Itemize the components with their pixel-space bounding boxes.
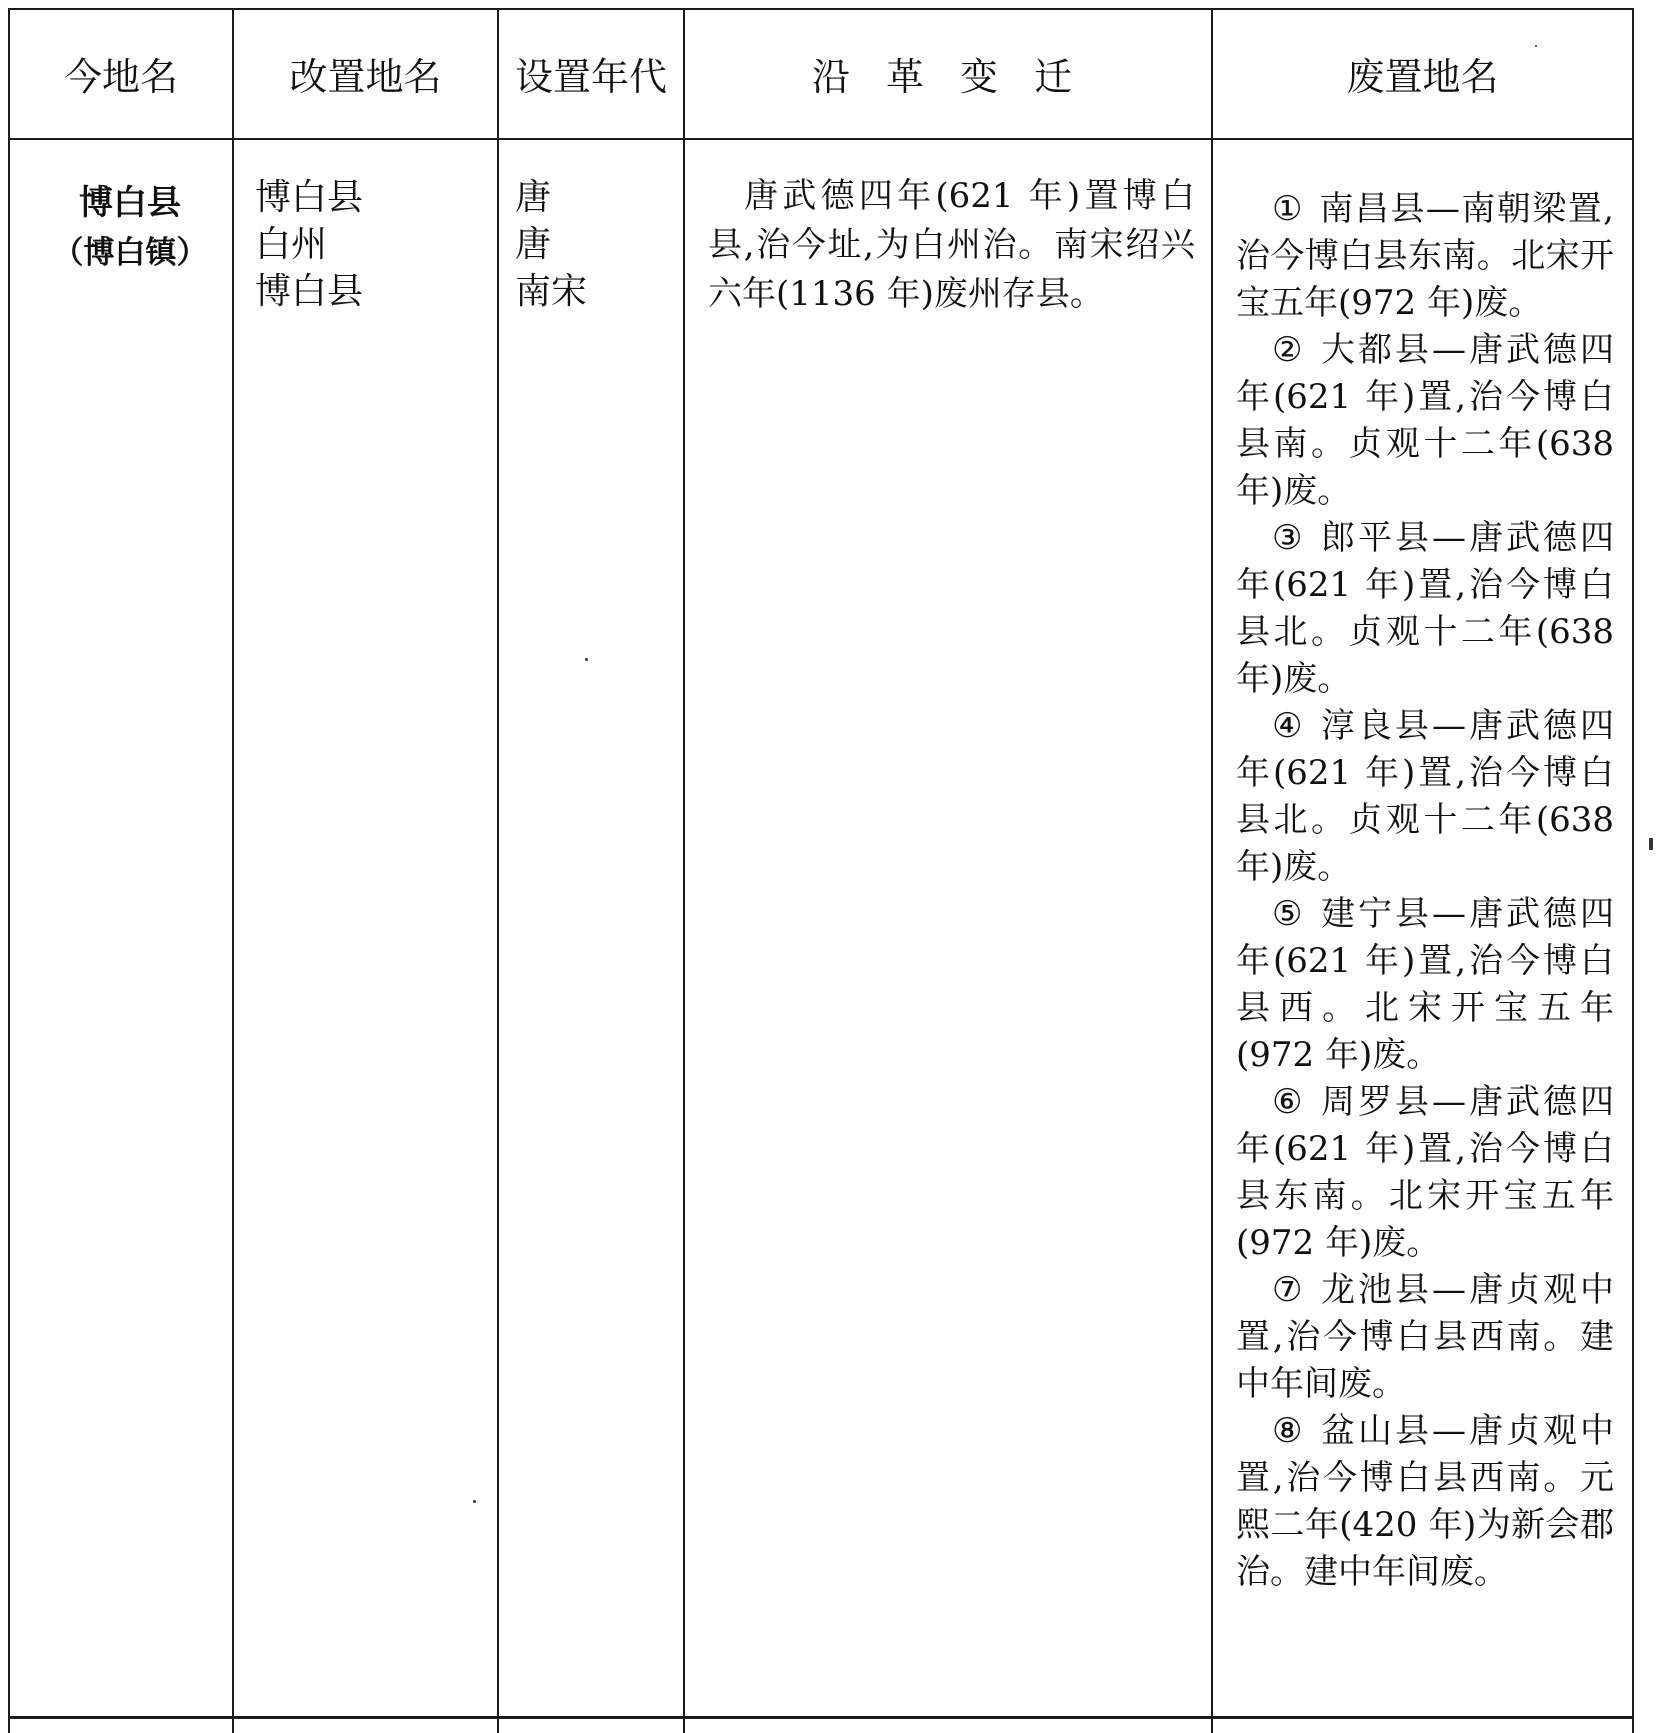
column-divider-2 xyxy=(497,8,499,1733)
entry-number: ① xyxy=(1272,189,1303,229)
abolished-entry xyxy=(1236,1267,1614,1408)
entry-text: 周罗县—唐武德四年(621 年)置,治今博白县东南。北宋开宝五年(972 年)废。 xyxy=(1236,1082,1614,1263)
eras-cell xyxy=(515,174,587,315)
table-right-border xyxy=(1632,8,1634,1733)
header-era: 设置年代 xyxy=(514,55,667,99)
entry-text: 盆山县—唐贞观中置,治今博白县西南。元熙二年(420 年)为新会郡治。建中年间废。 xyxy=(1236,1411,1614,1592)
entry-text: 建宁县—唐武德四年(621 年)置,治今博白县西。北宋开宝五年(972 年)废。 xyxy=(1236,894,1614,1075)
column-divider-1 xyxy=(232,8,234,1733)
era: 南宋 xyxy=(515,271,588,312)
abolished-entry xyxy=(1236,891,1614,1079)
header-history: 沿 革 变 迁 xyxy=(811,55,1085,99)
row-divider xyxy=(8,1716,1634,1719)
changed-name: 博白县 xyxy=(255,271,364,312)
entry-number: ④ xyxy=(1272,706,1303,746)
changed-name: 白州 xyxy=(255,224,328,265)
column-divider-3 xyxy=(683,8,685,1733)
scan-speck xyxy=(585,658,588,661)
scan-speck xyxy=(473,1500,476,1503)
changed-name: 博白县 xyxy=(255,177,364,218)
entry-number: ⑦ xyxy=(1272,1270,1303,1310)
entry-text: 郎平县—唐武德四年(621 年)置,治今博白县北。贞观十二年(638 年)废。 xyxy=(1236,518,1614,699)
header-abolished-name: 废置地名 xyxy=(1346,55,1499,99)
abolished-entry xyxy=(1236,186,1614,327)
abolished-names-cell xyxy=(1236,186,1614,1596)
entry-text: 淳良县—唐武德四年(621 年)置,治今博白县北。贞观十二年(638 年)废。 xyxy=(1236,706,1614,887)
abolished-entry xyxy=(1236,703,1614,891)
entry-text: 大都县—唐武德四年(621 年)置,治今博白县南。贞观十二年(638 年)废。 xyxy=(1236,330,1614,511)
modern-name-cell xyxy=(30,178,230,278)
history-text: 唐武德四年(621 年)置博白县,治今址,为白州治。南宋绍兴六年(1136 年)废州存县。 xyxy=(708,176,1195,314)
scan-speck xyxy=(1649,838,1653,850)
table-top-border xyxy=(8,8,1634,10)
table-left-border xyxy=(8,8,10,1733)
modern-name: 博白县 xyxy=(79,183,181,223)
abolished-entry xyxy=(1236,1079,1614,1267)
scan-speck xyxy=(1535,45,1537,47)
header-divider xyxy=(8,138,1634,140)
entry-number: ⑤ xyxy=(1272,894,1303,934)
abolished-entry xyxy=(1236,1408,1614,1596)
header-changed-name: 改置地名 xyxy=(289,55,442,99)
changed-names-cell xyxy=(255,174,363,315)
era: 唐 xyxy=(515,177,552,218)
entry-number: ③ xyxy=(1272,518,1303,558)
header-modern-name: 今地名 xyxy=(63,55,178,99)
abolished-entry xyxy=(1236,327,1614,515)
entry-number: ② xyxy=(1272,330,1303,370)
column-divider-4 xyxy=(1211,8,1213,1733)
entry-number: ⑧ xyxy=(1272,1411,1303,1451)
entry-text: 龙池县—唐贞观中置,治今博白县西南。建中年间废。 xyxy=(1236,1270,1614,1404)
era: 唐 xyxy=(515,224,552,265)
entry-text: 南昌县—南朝梁置,治今博白县东南。北宋开宝五年(972 年)废。 xyxy=(1236,189,1614,323)
abolished-entry xyxy=(1236,515,1614,703)
entry-number: ⑥ xyxy=(1272,1082,1303,1122)
modern-name-seat: （博白镇） xyxy=(52,235,208,271)
